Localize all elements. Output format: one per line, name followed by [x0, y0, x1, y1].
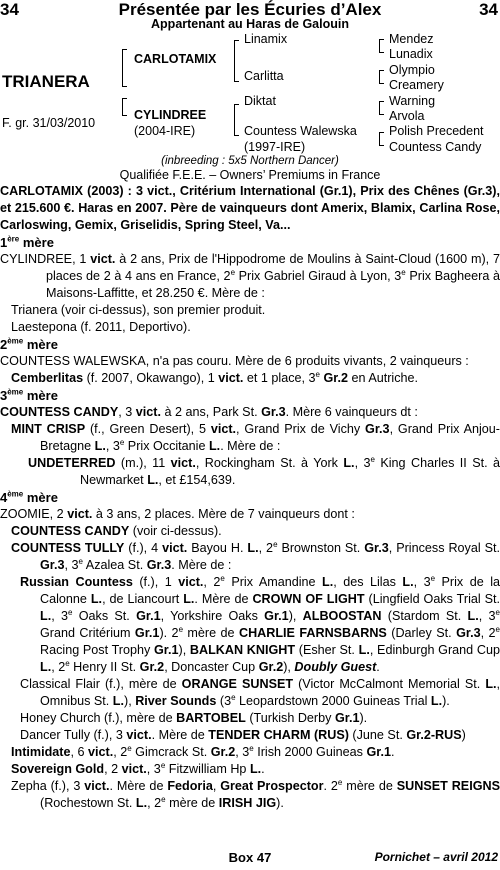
gen3-ancestor: Olympio: [389, 63, 435, 77]
gen3-bracket-1: [379, 39, 384, 53]
gen3-ancestor: Warning: [389, 94, 436, 108]
fourth-dam-produce: COUNTESS CANDY (voir ci-dessus).: [11, 524, 222, 538]
dam-dam-year: (1997-IRE): [244, 140, 306, 154]
footer-location-date: Pornichet – avril 2012: [374, 850, 498, 864]
gen3-ancestor: Arvola: [389, 109, 425, 123]
first-dam-heading: 1ère mère: [0, 234, 54, 250]
first-dam-produce: Trianera (voir ci-dessus), son premier produit.: [11, 303, 266, 317]
fourth-dam-produce: Sovereign Gold, 2 vict., 3e Fitzwilliam Hp L..: [11, 760, 265, 776]
inbreeding-note: (inbreeding : 5x5 Northern Dancer): [161, 155, 339, 167]
dam-bracket: [122, 98, 127, 116]
gen3-ancestor: Polish Precedent: [389, 124, 484, 138]
dam-dam: Countess Walewska: [244, 124, 357, 138]
fourth-dam-grandproduce: Classical Flair (f.), mère de ORANGE SUNSET (Victor McCalmont Memorial St. L., Omnibus St. L.), River Sounds (3e Leopardstown 2000 Guineas Trial L.).: [20, 677, 500, 708]
gen3-bracket-3: [379, 101, 384, 115]
second-dam-heading: 2ème mère: [0, 336, 58, 352]
third-dam-grandproduce: UNDETERRED (m.), 11 vict., Rockingham St. à York L., 3e King Charles II St. à Newmarket L., et £154,639.: [28, 454, 500, 487]
catalogue-title: Présentée par les Écuries d’Alex: [118, 0, 382, 19]
fourth-dam-produce: Intimidate, 6 vict., 2e Gimcrack St. Gr.2, 3e Irish 2000 Guineas Gr.1.: [11, 743, 395, 759]
gen3-ancestor: Lunadix: [389, 47, 433, 61]
owner-subtitle: Appartenant au Haras de Galouin: [151, 17, 349, 31]
dam-line-bracket: [234, 104, 239, 136]
gen3-ancestor: Creamery: [389, 78, 444, 92]
sire-bracket: [122, 49, 127, 87]
dam-sire: Diktat: [244, 94, 276, 108]
gen3-bracket-4: [379, 132, 384, 146]
second-dam-paragraph: COUNTESS WALEWSKA, n'a pas couru. Mère de 6 produits vivants, 2 vainqueurs :: [0, 354, 469, 368]
fourth-dam-grandproduce: Honey Church (f.), mère de BARTOBEL (Turkish Derby Gr.1).: [20, 711, 368, 725]
pedigree-notes: [0, 183, 500, 812]
footer-box: Box 47: [228, 850, 272, 865]
dam-name: CYLINDREE: [134, 108, 207, 122]
horse-name: TRIANERA: [2, 72, 90, 91]
fourth-dam-heading: 4ème mère: [0, 489, 58, 505]
dam-year: (2004-IRE): [134, 124, 196, 138]
sire-name: CARLOTAMIX: [134, 52, 217, 66]
sire-line-bracket: [234, 40, 239, 82]
fourth-dam-grandproduce: Dancer Tully (f.), 3 vict.. Mère de TENDER CHARM (RUS) (June St. Gr.2-RUS): [20, 728, 466, 742]
gen3-ancestor: Mendez: [389, 32, 434, 46]
box-number-right: 34: [479, 0, 498, 19]
fourth-dam-grandproduce: Russian Countess (f.), 1 vict., 2e Prix Amandine L., des Lilas L., 3e Prix de la Calonne L., de Liancourt L.. Mère de CROWN OF LIGHT (Lingfield Oaks Trial St. L., 3e Oaks St. Gr.1, Yorkshire Oaks Gr.1), ALBOOSTAN (Stardom St. L., 3e Grand Critérium Gr.1). 2e mère de CHARLIE FARNSBARNS (Darley St. Gr.3, 2e Racing Post Trophy Gr.1), BALKAN KNIGHT (Esher St. L., Edinburgh Grand Cup L., 2e Henry II St. Gr.2, Doncaster Cup Gr.2), Doubly Guest.: [20, 573, 500, 674]
third-dam-paragraph: COUNTESS CANDY, 3 vict. à 2 ans, Park St. Gr.3. Mère 6 vainqueurs dt :: [0, 405, 418, 419]
fourth-dam-produce: Zepha (f.), 3 vict.. Mère de Fedoria, Great Prospector. 2e mère de SUNSET REIGNS (Rochestown St. L., 2e mère de IRISH JIG).: [11, 777, 500, 810]
sire-paragraph: CARLOTAMIX (2003) : 3 vict., Critérium International (Gr.1), Prix des Chênes (Gr.3), et 215.600 €. Haras en 2007. Père de vainqueurs dont Amerix, Blamix, Carlina Rose, Carloswing, Gemix, Griselidis, Spring Steel, Va...: [0, 184, 500, 232]
qualification-note: Qualifiée F.E.E. – Owners’ Premiums in France: [119, 168, 381, 182]
third-dam-heading: 3ème mère: [0, 387, 58, 403]
horse-info: F. gr. 31/03/2010: [2, 116, 96, 130]
first-dam-paragraph: CYLINDREE, 1 vict. à 2 ans, Prix de l'Hippodrome de Moulins à Saint-Cloud (1600 m), 7 places de 2 à 4 ans en France, 2e Prix Gabriel Giraud à Lyon, 3e Prix Bagheera à Maisons-Laffitte, et 28.250 €. Mère de :: [0, 252, 500, 300]
third-dam-produce: MINT CRISP (f., Green Desert), 5 vict., Grand Prix de Vichy Gr.3, Grand Prix Anjou-Bretagne L., 3e Prix Occitanie L.. Mère de :: [11, 422, 500, 453]
second-dam-produce: Cemberlitas (f. 2007, Okawango), 1 vict. et 1 place, 3e Gr.2 en Autriche.: [11, 369, 419, 385]
gen3-ancestor: Countess Candy: [389, 140, 482, 154]
box-number-left: 34: [0, 0, 19, 19]
sire-dam: Carlitta: [244, 69, 284, 83]
first-dam-produce: Laestepona (f. 2011, Deportivo).: [11, 320, 191, 334]
fourth-dam-produce: COUNTESS TULLY (f.), 4 vict. Bayou H. L., 2e Brownston St. Gr.3, Princess Royal St. Gr.3, 3e Azalea St. Gr.3. Mère de :: [11, 539, 500, 572]
fourth-dam-paragraph: ZOOMIE, 2 vict. à 3 ans, 2 places. Mère de 7 vainqueurs dont :: [0, 507, 355, 521]
gen3-bracket-2: [379, 70, 384, 84]
sire-sire: Linamix: [244, 32, 288, 46]
